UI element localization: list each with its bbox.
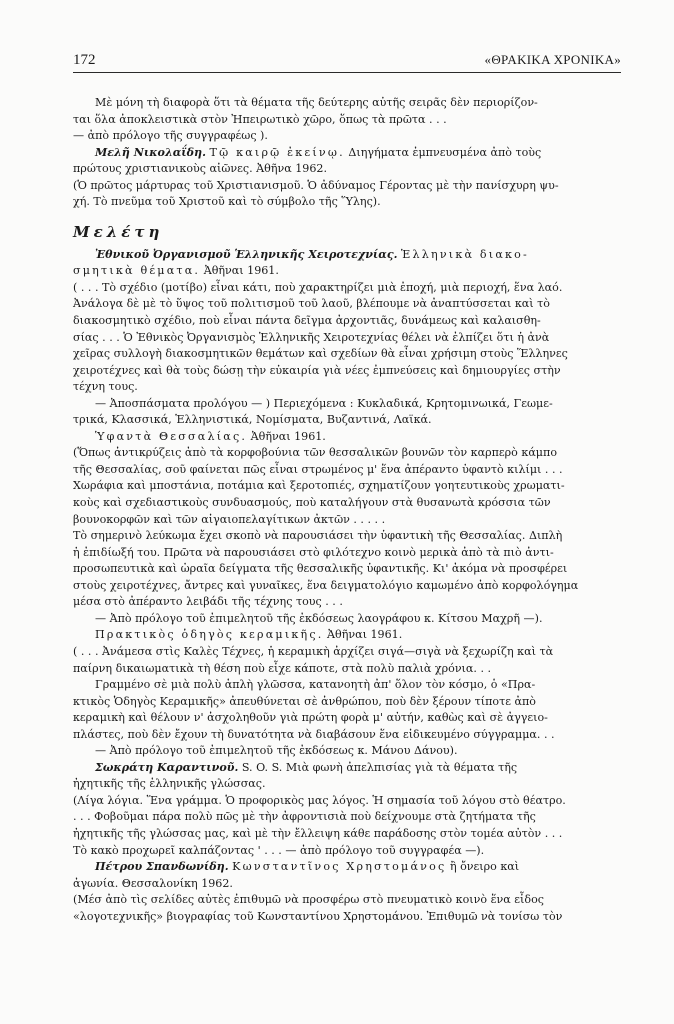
text-line: ται ὅλα ἀποκλειστικὰ στὸν Ἠπειρωτικὸ χῶρο, ὅπως τὰ πρῶτα . . . [73,112,447,126]
text-line: (Μέσ ἀπὸ τὶς σελίδες αὐτὲς ἐπιθυμῶ νὰ προσφέρω στὸ πνευματικὸ κοινὸ ἕνα εἶδος [73,893,544,907]
text-line: βουνοκορφῶν καὶ τῶν αἰγαιοπελαγίτικων ἀκτῶν . . . . . [73,512,386,526]
text-line: τῆς Θεσσαλίας, σοῦ φαίνεται πῶς εἶναι στρωμένος μ' ἕνα ἀπέραντο ὑφαντὸ κιλίμι . . . [73,462,563,476]
text-line: μέσα στὸ ἀπέραντο λειβάδι τῆς τέχνης τους . . . [73,595,343,609]
entry-heading-line [73,760,621,777]
entry-praktikos-odigos [73,627,621,759]
text-line: «λογοτεχνικῆς» βιογραφίας τοῦ Κωνσταντίνου Χρηστομάνου. Ἐπιθυμῶ νὰ τονίσω τὸν [73,909,563,923]
text-line: πλάστες, ποὺ δὲν ἔχουν τὴ δυνατότητα νὰ διαβάσουν ἕνα εἰδικευμένο σύγγραμμα. . . [73,727,555,741]
entry-ethnikos-organismos [73,247,621,429]
intro-entry [73,95,621,211]
text-line: κτικὸς Ὁδηγὸς Κεραμικῆς» ἀπευθύνεται σὲ ἀνθρώπου, ποὺ δὲν ξέρουν τίποτε ἀπὸ [73,694,536,708]
text-line: κοὺς καὶ σχεδιαστικοὺς συνδυασμούς, ποὺ καταλήγουν στὰ θυσανωτὰ κρόσσια τῶν [73,496,551,510]
text-line: σίας . . . Ὁ Ἐθνικὸς Ὀργανισμὸς Ἑλληνικῆς Χειροτεχνίας θέλει νὰ ἐλπίζει ὅτι ἡ ἀνὰ [73,330,550,344]
text-line: ἠχητικῆς τῆς ἑλληνικῆς γλώσσας. [73,777,266,791]
publication-place: Ἀθῆναι 1961. [327,628,403,642]
work-title: Ὑφαντὰ Θεσσαλίας. [95,429,248,443]
text-line: . . . Φοβοῦμαι πάρα πολὺ πῶς μὲ τὴν ἀφροντισιὰ ποὺ δείχνουμε στὰ ζητήματα τῆς [73,810,536,824]
work-title: Τῷ καιρῷ ἐκείνῳ. [209,145,345,159]
text-line: διακοσμητικὸ σχέδιο, ποὺ εἶναι πάντα δεῖγμα ἀρχοντιᾶς, δυνάμεως καὶ καλαισθη- [73,314,541,328]
entry-spandonidi [73,859,621,925]
journal-title: «ΘΡΑΚΙΚΑ ΧΡΟΝΙΚΑ» [484,52,621,67]
text-line: τέχνη τους. [73,380,138,394]
page-header [73,52,621,73]
work-title: Ἑλληνικὰ διακο- [401,247,529,261]
text-line: ἡ ἐπιδίωξή του. Πρῶτα νὰ παρουσιάσει στὸ φιλότεχνο κοινὸ μερικὰ ἀπὸ τὰ πιὸ ἀντι- [73,545,554,559]
text-line: — ἀπὸ πρόλογο τῆς συγγραφέως ). [73,129,268,143]
text-line: προσωπευτικὰ καὶ ὡραῖα δείγματα τῆς θεσσαλικῆς ὑφαντικῆς. Κι' ἀκόμα νὰ προσφέρει [73,562,568,576]
text-line: Μὲ μόνη τὴ διαφορὰ ὅτι τὰ θέματα τῆς δεύτερης αὐτῆς σειρᾶς δὲν περιορίζον- [95,96,538,109]
entry-heading-line [73,247,621,264]
text-line: Διηγήματα ἐμπνευσμένα ἀπὸ τοὺς [348,145,542,159]
publication-place: Ἀθῆναι 1961. [250,429,326,443]
section-title: Μελέτη [73,222,164,241]
text-line: S. O. S. Μιὰ φωνὴ ἀπελπισίας γιὰ τὰ θέματα τῆς [241,760,518,774]
text-line: ἠχητικῆς τῆς γλώσσας μας, καὶ μὲ τὴν ἔλλειψη κάθε παράδοσης στὸν τομέα αὐτὸν . . . [73,826,563,840]
text-line: Τὸ σημερινὸ λεύκωμα ἔχει σκοπὸ νὰ παρουσιάσει τὴν ὑφαντικὴ τῆς Θεσσαλίας. Διπλὴ [73,529,563,543]
author-name: Σωκράτη Καραντινοῦ. [95,760,239,774]
text-line: — Ἀποσπάσματα προλόγου — ) Περιεχόμενα : Κυκλαδικά, Κρητομινωικά, Γεωμε- [95,396,553,410]
text-line: χεῖρας συλλογὴ διακοσμητικῶν θεμάτων καὶ σχεδίων θὰ εἶναι χρήσιμη στοὺς Ἕλληνες [73,347,568,361]
author-name: Ἐθνικοῦ Ὀργανισμοῦ Ἑλληνικῆς Χειροτεχνίας. [95,247,398,261]
text-line: Χωράφια καὶ μποστάνια, ποτάμια καὶ ξεροτοπιές, σχηματίζουν γοητευτικοὺς χρωματι- [73,479,565,493]
entry-heading-line [73,145,621,162]
entry-heading-line [73,263,621,280]
text-line: χή. Τὸ πνεῦμα τοῦ Χριστοῦ καὶ τὸ σύμβολο τῆς Ὕλης). [73,195,381,209]
text-line: Ἀνάλογα δὲ μὲ τὸ ὕψος τοῦ πολιτισμοῦ τοῦ λαοῦ, βλέπουμε νὰ ἀναπτύσσεται καὶ τὸ [73,297,550,311]
text-line: τρικά, Κλασσικά, Ἑλληνιστικά, Νομίσματα, Βυζαντινά, Λαϊκά. [73,413,432,427]
text-line: (Λίγα λόγια. Ἕνα γράμμα. Ὁ προφορικὸς μας λόγος. Ἡ σημασία τοῦ λόγου στὸ θέατρο. [73,793,566,807]
author-name: Μελῆ Νικολαΐδη. [95,145,206,159]
author-name: Πέτρου Σπανδωνίδη. [95,860,229,874]
text-line: — Ἀπὸ πρόλογο τοῦ ἐπιμελητοῦ τῆς ἐκδόσεως κ. Μάνου Δάνου). [95,744,458,758]
entry-heading-line [73,859,621,876]
text-line: ( . . . Ἀνάμεσα στὶς Καλὲς Τέχνες, ἡ κεραμικὴ ἀρχίζει σιγά—σιγὰ νὰ ξεχωρίζη καὶ τὰ [73,644,554,658]
text-line: (Ὅπως ἀντικρύζεις ἀπὸ τὰ κορφοβούνια τῶν θεσσαλικῶν βουνῶν τὸν καρπερὸ κάμπο [73,446,557,460]
text-line: Τὸ κακὸ προχωρεῖ καλπάζοντας ' . . . — ἀπὸ πρόλογο τοῦ συγγραφέα —). [73,843,485,857]
work-title: Κωνσταντῖνος Χρηστομάνος [232,860,447,874]
text-line: πρώτους χριστιανικοὺς αἰῶνες. Ἀθῆνα 1962. [73,162,327,176]
page-number: 172 [73,52,96,68]
text-line: κεραμικὴ καὶ θέλουν ν' ἀσχοληθοῦν γιὰ πρώτη φορὰ μ' αὐτήν, καθὼς καὶ σὲ ἀγγειο- [73,711,548,725]
text-line: ( . . . Τὸ σχέδιο (μοτίβο) εἶναι κάτι, ποὺ χαρακτηρίζει μιὰ ἐποχή, μιὰ περιοχή, ἕνα λαό. [73,280,563,294]
work-title: Πρακτικὸς ὁδηγὸς κεραμικῆς. [95,628,324,642]
entry-yfanta-thessalias [73,429,621,628]
text-line: Γραμμένο σὲ μιὰ πολὺ ἁπλὴ γλῶσσα, κατανοητὴ ἀπ' ὅλον τὸν κόσμο, ὁ «Πρα- [95,678,536,692]
text-line: ἀγωνία. Θεσσαλονίκη 1962. [73,876,233,890]
text-line: χειροτέχνες καὶ θὰ τοὺς δώσῃ τὴν εὐκαιρία γιὰ νέες ἐμπνεύσεις καὶ δημιουργίες στὴν [73,363,561,377]
text-line: (Ὁ πρῶτος μάρτυρας τοῦ Χριστιανισμοῦ. Ὁ ἀδύναμος Γέροντας μὲ τὴν πανίσχυρη ψυ- [73,178,559,192]
document-page [73,52,621,925]
publication-place: Ἀθῆναι 1961. [203,264,279,278]
text-line: — Ἀπὸ πρόλογο τοῦ ἐπιμελητοῦ τῆς ἐκδόσεως λαογράφου κ. Κίτσου Μαχρῆ —). [95,611,543,625]
entry-karantinou [73,760,621,859]
entry-heading-line [73,429,621,446]
work-title: σμητικὰ θέματα. [73,264,201,278]
text-line: ἢ ὄνειρο καὶ [449,860,520,874]
text-line: παίρνη δικαιωματικὰ τὴ θέση ποὺ εἶχε κάποτε, στὰ πολὺ παλιὰ χρόνια. . . [73,661,492,675]
entry-heading-line [73,627,621,644]
text-line: στοὺς χειροτέχνες, ἄντρες καὶ γυναῖκες, ἕνα δειγματολόγιο καμωμένο ἀπὸ κορφολόγημα [73,578,579,592]
